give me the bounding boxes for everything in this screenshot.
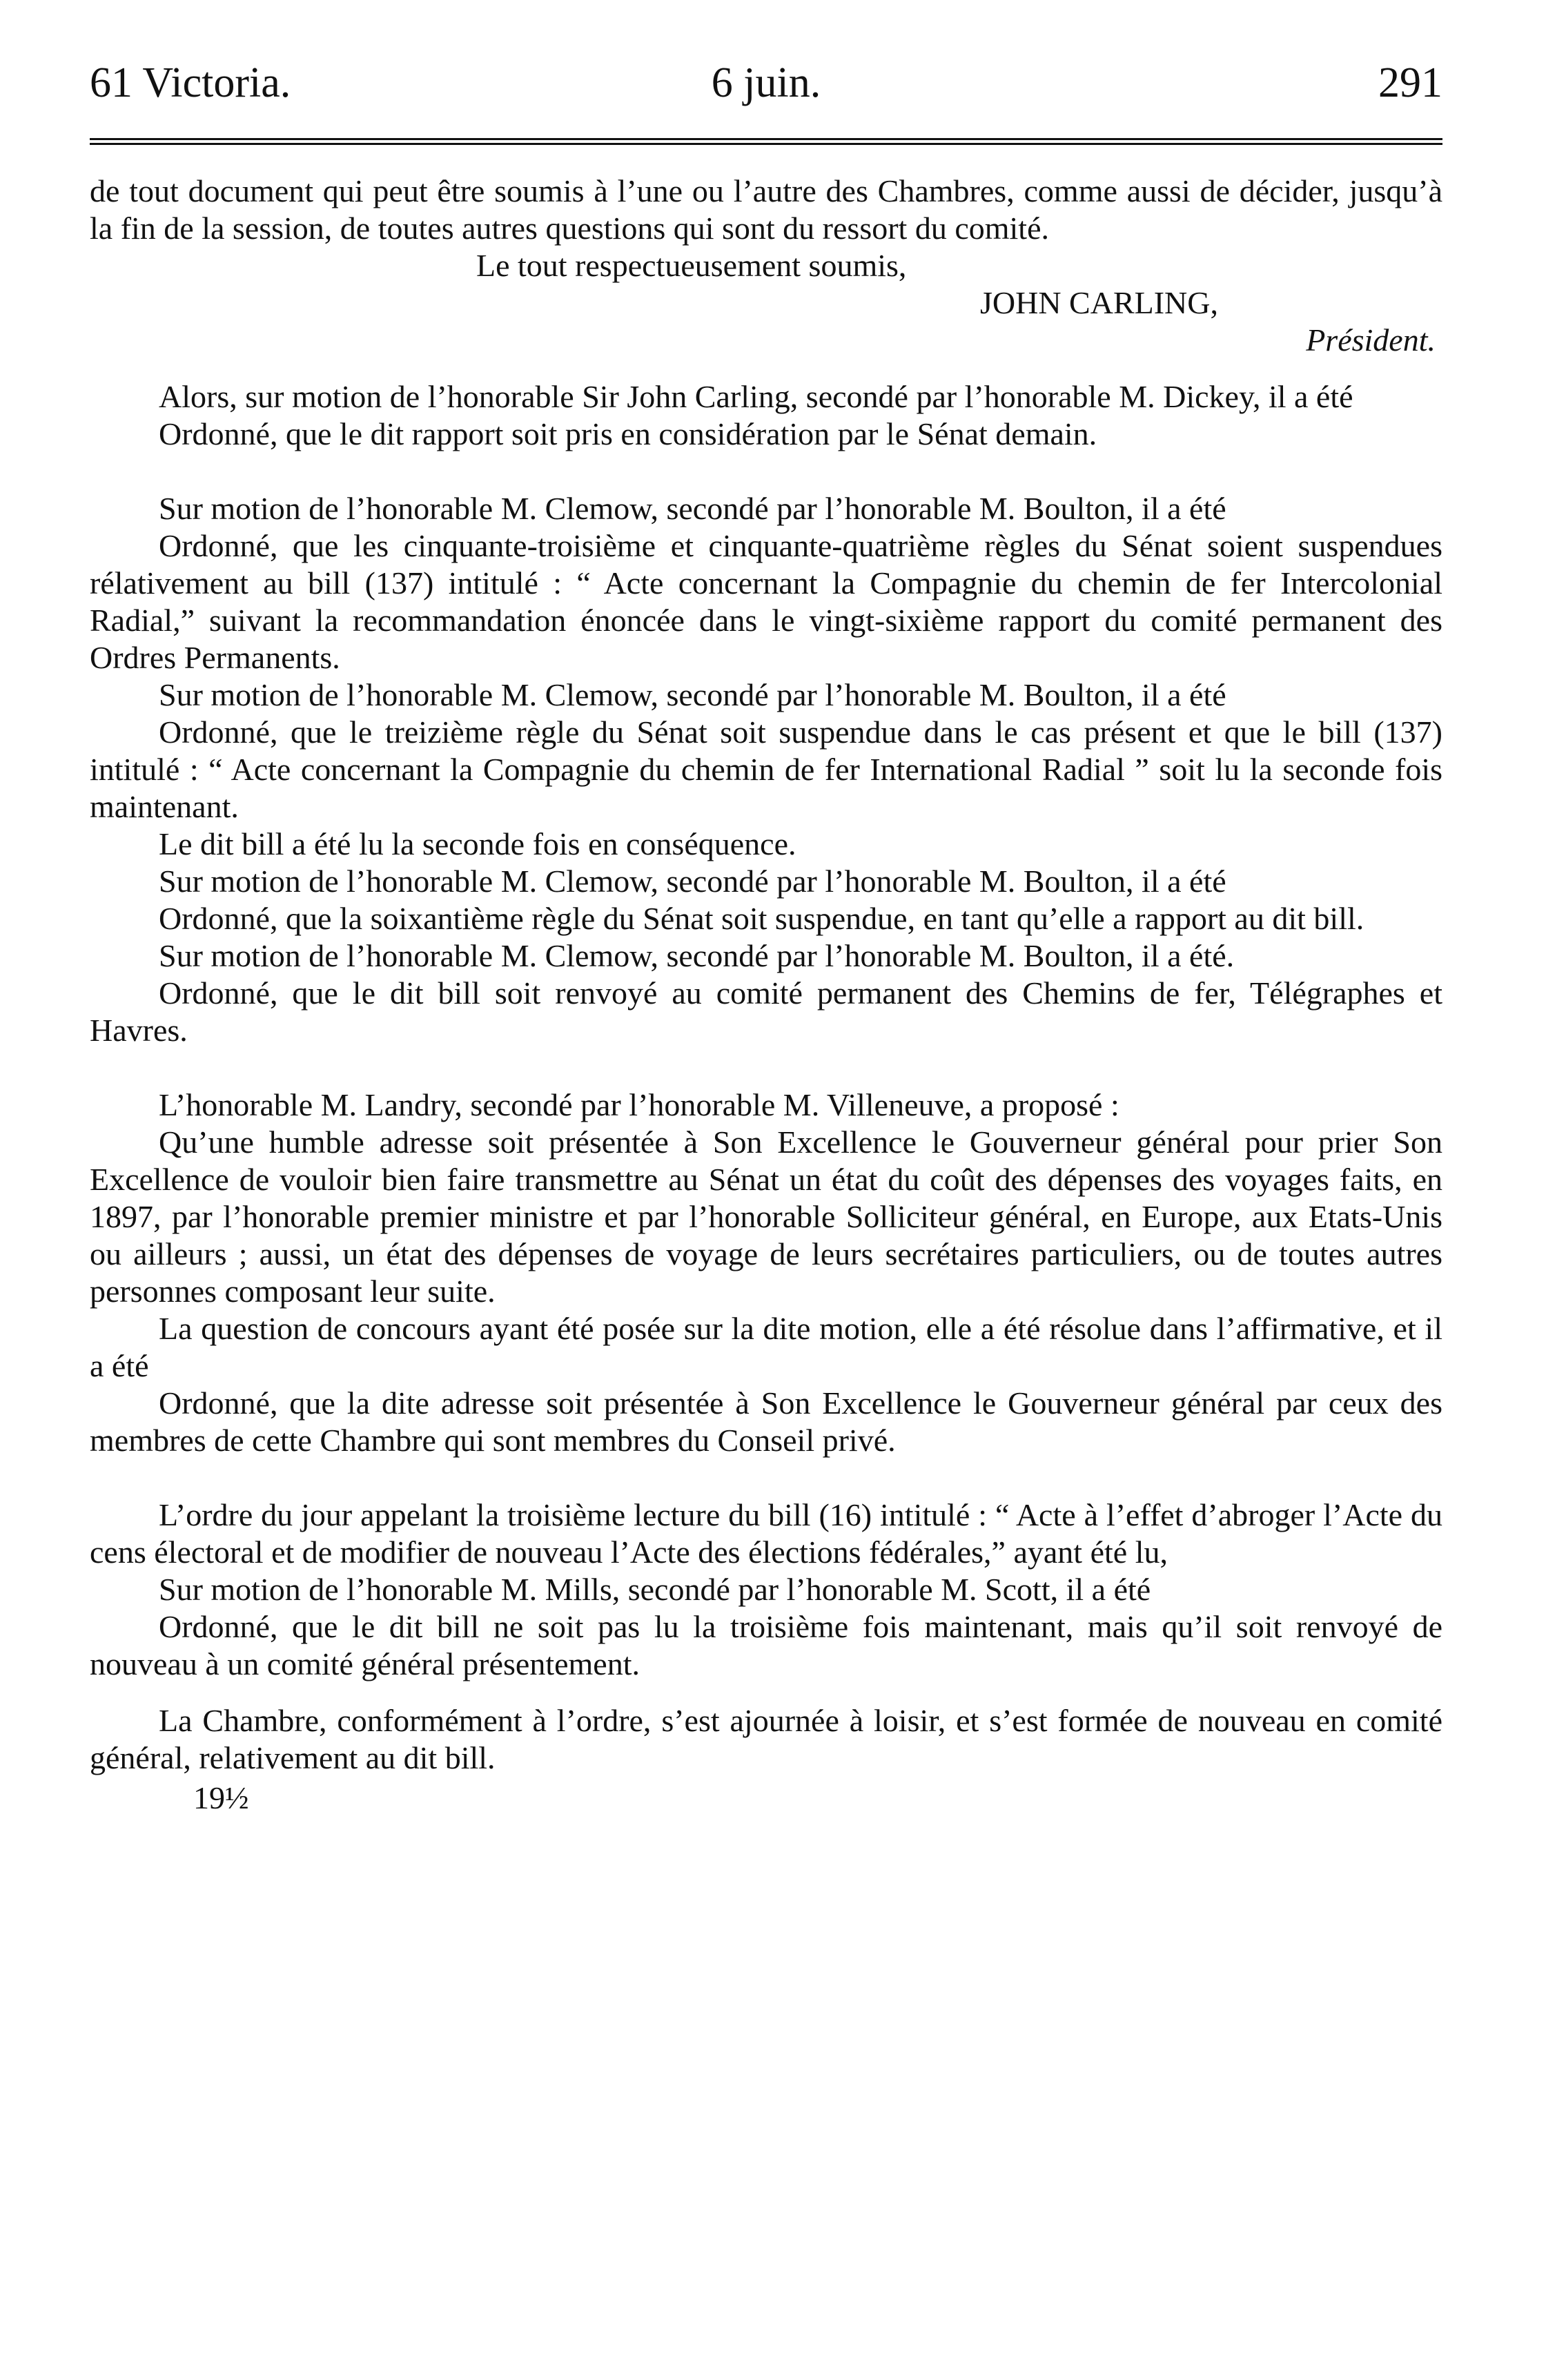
paragraph: Ordonné, que le treizième règle du Sénat soit suspendue dans le cas présent et que le bill (137) intitulé : “ Acte concernant la Compagnie du chemin de fer International Radial ” soit lu la seconde fois maintenant. — [90, 714, 1442, 824]
paragraph: Ordonné, que la soixantième règle du Sénat soit suspendue, en tant qu’elle a rapport au dit bill. — [159, 901, 1364, 936]
paragraph: Sur motion de l’honorable M. Clemow, secondé par l’honorable M. Boulton, il a été — [159, 491, 1226, 526]
paragraph: La Chambre, conformément à l’ordre, s’est ajournée à loisir, et s’est formée de nouveau en comité général, relativement au dit bill. — [90, 1703, 1442, 1775]
page — [90, 55, 1442, 1817]
paragraph: Sur motion de l’honorable M. Clemow, secondé par l’honorable M. Boulton, il a été — [159, 677, 1226, 712]
paragraph: Le dit bill a été lu la seconde fois en conséquence. — [159, 826, 796, 861]
paragraph: Ordonné, que la dite adresse soit présentée à Son Excellence le Gouverneur général par ceux des membres de cette Chambre qui sont membres du Conseil privé. — [90, 1385, 1442, 1458]
header-rule — [90, 138, 1442, 145]
paragraph: L’ordre du jour appelant la troisième lecture du bill (16) intitulé : “ Acte à l’effet d’abroger l’Acte du cens électoral et de modifier de nouveau l’Acte des élections fédérales,” ayant été lu, — [90, 1497, 1442, 1570]
paragraph: Ordonné, que le dit rapport soit pris en considération par le Sénat demain. — [159, 416, 1097, 451]
paragraph: Sur motion de l’honorable M. Clemow, secondé par l’honorable M. Boulton, il a été — [159, 864, 1226, 899]
signature: JOHN CARLING, — [980, 285, 1218, 320]
header-center: 6 juin. — [711, 59, 821, 106]
signature-title: Président. — [1306, 322, 1436, 358]
paragraph: Sur motion de l’honorable M. Clemow, secondé par l’honorable M. Boulton, il a été. — [159, 938, 1235, 973]
paragraph: Ordonné, que le dit bill soit renvoyé au comité permanent des Chemins de fer, Télégraphes et Havres. — [90, 975, 1442, 1048]
paragraph: Alors, sur motion de l’honorable Sir John Carling, secondé par l’honorable M. Dickey, il a été — [159, 379, 1353, 414]
paragraph: Ordonné, que le dit bill ne soit pas lu la troisième fois maintenant, mais qu’il soit renvoyé de nouveau à un comité général présentement. — [90, 1609, 1442, 1681]
closing-line: Le tout respectueusement soumis, — [476, 248, 907, 283]
page-number: 291 — [1378, 59, 1442, 106]
signature-mark: 19½ — [193, 1780, 249, 1815]
paragraph: de tout document qui peut être soumis à l’une ou l’autre des Chambres, comme aussi de décider, jusqu’à la fin de la session, de toutes autres questions qui sont du ressort du comité. — [90, 173, 1442, 246]
running-header — [90, 55, 1442, 110]
paragraph: Qu’une humble adresse soit présentée à Son Excellence le Gouverneur général pour prier Son Excellence de vouloir bien faire transmettre au Sénat un état du coût des dépenses des voyages faits, en 1897, par l’honorable premier ministre et par l’honorable Solliciteur général, en Europe, aux Etats-Unis ou ailleurs ; aussi, un état des dépenses de voyage de leurs secrétaires particuliers, ou de toutes autres personnes composant leur suite. — [90, 1124, 1442, 1309]
paragraph: La question de concours ayant été posée sur la dite motion, elle a été résolue dans l’affirmative, et il a été — [90, 1311, 1442, 1383]
paragraph: L’honorable M. Landry, secondé par l’honorable M. Villeneuve, a proposé : — [159, 1087, 1119, 1122]
paragraph: Sur motion de l’honorable M. Mills, secondé par l’honorable M. Scott, il a été — [159, 1572, 1151, 1607]
paragraph: Ordonné, que les cinquante-troisième et cinquante-quatrième règles du Sénat soient suspendues rélativement au bill (137) intitulé : “ Acte concernant la Compagnie du chemin de fer Intercolonial Radial,” suivant la recommandation énoncée dans le vingt-sixième rapport du comité permanent des Ordres Permanents. — [90, 528, 1442, 675]
header-left: 61 Victoria. — [90, 59, 291, 106]
